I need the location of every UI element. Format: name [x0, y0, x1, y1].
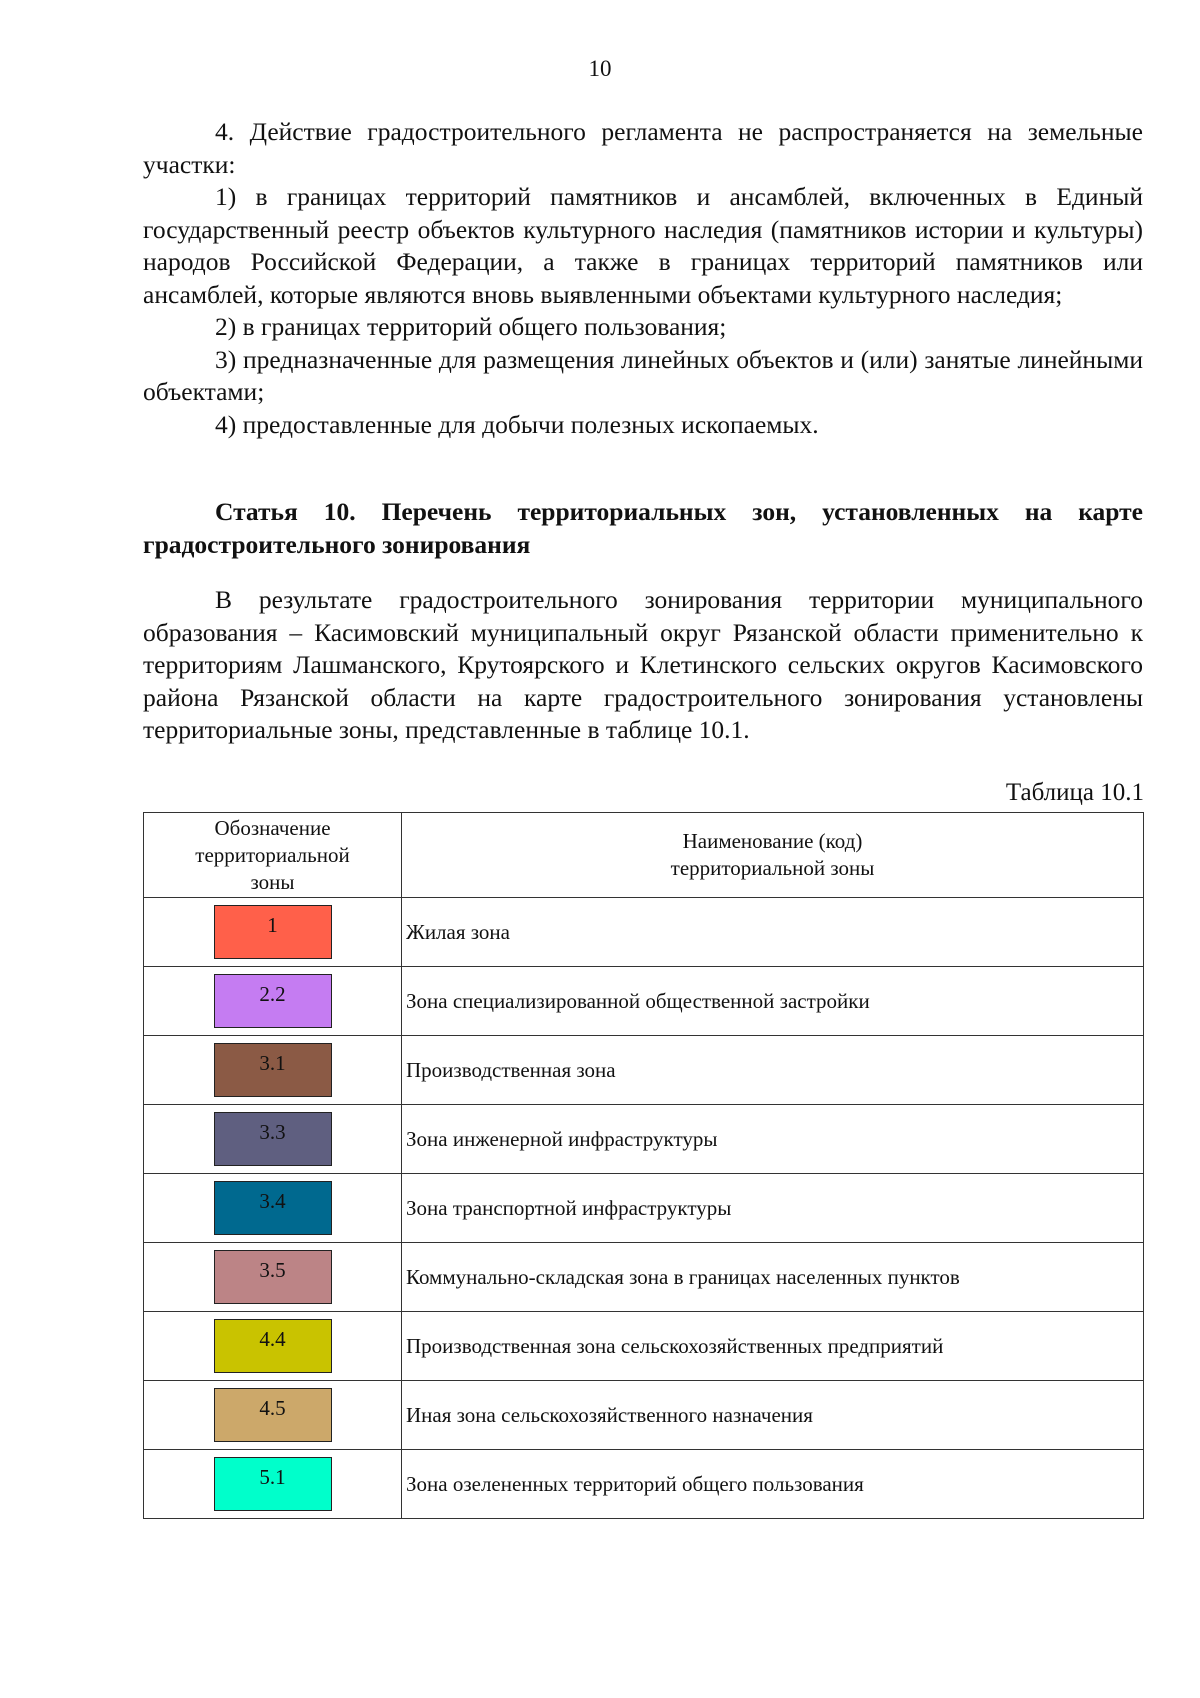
table-header-row: [144, 813, 1144, 898]
zones-table: [143, 812, 1144, 1519]
zone-color-swatch: 4.4: [214, 1319, 332, 1373]
zone-code-cell: [144, 898, 402, 967]
table-caption: Таблица 10.1: [1005, 779, 1144, 806]
zone-name-cell: Производственная зона: [402, 1036, 1144, 1105]
zone-color-swatch: 3.3: [214, 1112, 332, 1166]
zone-name-cell: Зона транспортной инфраструктуры: [402, 1174, 1144, 1243]
zone-name-cell: Зона озелененных территорий общего пользования: [402, 1450, 1144, 1519]
header-zone-code: Обозначение территориальной зоны: [144, 813, 402, 898]
section-4: [143, 116, 1143, 441]
zone-color-swatch: 2.2: [214, 974, 332, 1028]
table-row: [144, 1381, 1144, 1450]
zone-code-cell: [144, 1105, 402, 1174]
section-4-intro: 4. Действие градостроительного регламента не распространяется на земельные участки:: [143, 117, 1143, 179]
zone-name-cell: Зона специализированной общественной застройки: [402, 967, 1144, 1036]
zone-color-swatch: 5.1: [214, 1457, 332, 1511]
table-row: [144, 1105, 1144, 1174]
table-row: [144, 1312, 1144, 1381]
section-4-item: 2) в границах территорий общего пользования;: [215, 312, 727, 341]
zone-name-cell: Жилая зона: [402, 898, 1144, 967]
section-4-item: 4) предоставленные для добычи полезных ископаемых.: [215, 409, 819, 439]
zone-code-cell: [144, 1174, 402, 1243]
header-zone-name: Наименование (код) территориальной зоны: [402, 813, 1144, 898]
zone-code-cell: [144, 1450, 402, 1519]
zone-color-swatch: 4.5: [214, 1388, 332, 1442]
zone-color-swatch: 3.1: [214, 1043, 332, 1097]
zone-name-cell: Зона инженерной инфраструктуры: [402, 1105, 1144, 1174]
zone-color-swatch: 1: [214, 905, 332, 959]
table-row: [144, 967, 1144, 1036]
table-row: [144, 898, 1144, 967]
section-4-item: 3) предназначенные для размещения линейных объектов и (или) занятые линейными объектами;: [143, 344, 1143, 406]
page-number: 10: [588, 56, 612, 81]
zone-name-cell: Производственная зона сельскохозяйственных предприятий: [402, 1312, 1144, 1381]
zone-code-cell: [144, 1312, 402, 1381]
zone-name-cell: Коммунально-складская зона в границах населенных пунктов: [402, 1243, 1144, 1312]
table-row: [144, 1036, 1144, 1105]
article-10-paragraph: В результате градостроительного зонирования территории муниципального образования – Касимовский муниципальный округ Рязанской области применительно к территориям Лашманского, Крутоярского и Клетинского сельских округов Касимовского района Рязанской области на карте градостроительного зонирования установлены территориальные зоны, представленные в таблице 10.1.: [143, 585, 1143, 744]
zone-color-swatch: 3.5: [214, 1250, 332, 1304]
table-row: [144, 1450, 1144, 1519]
zone-code-cell: [144, 1036, 402, 1105]
article-10-heading: Статья 10. Перечень территориальных зон, установленных на карте градостроительного зонирования: [143, 497, 1143, 559]
zone-code-cell: [144, 1381, 402, 1450]
zone-color-swatch: 3.4: [214, 1181, 332, 1235]
table-row: [144, 1174, 1144, 1243]
zone-name-cell: Иная зона сельскохозяйственного назначения: [402, 1381, 1144, 1450]
table-row: [144, 1243, 1144, 1312]
zone-code-cell: [144, 1243, 402, 1312]
zone-code-cell: [144, 967, 402, 1036]
section-4-item: 1) в границах территорий памятников и ансамблей, включенных в Единый государственный реестр объектов культурного наследия (памятников истории и культуры) народов Российской Федерации, а также в границах территорий памятников или ансамблей, которые являются вновь выявленными объектами культурного наследия;: [143, 182, 1143, 309]
